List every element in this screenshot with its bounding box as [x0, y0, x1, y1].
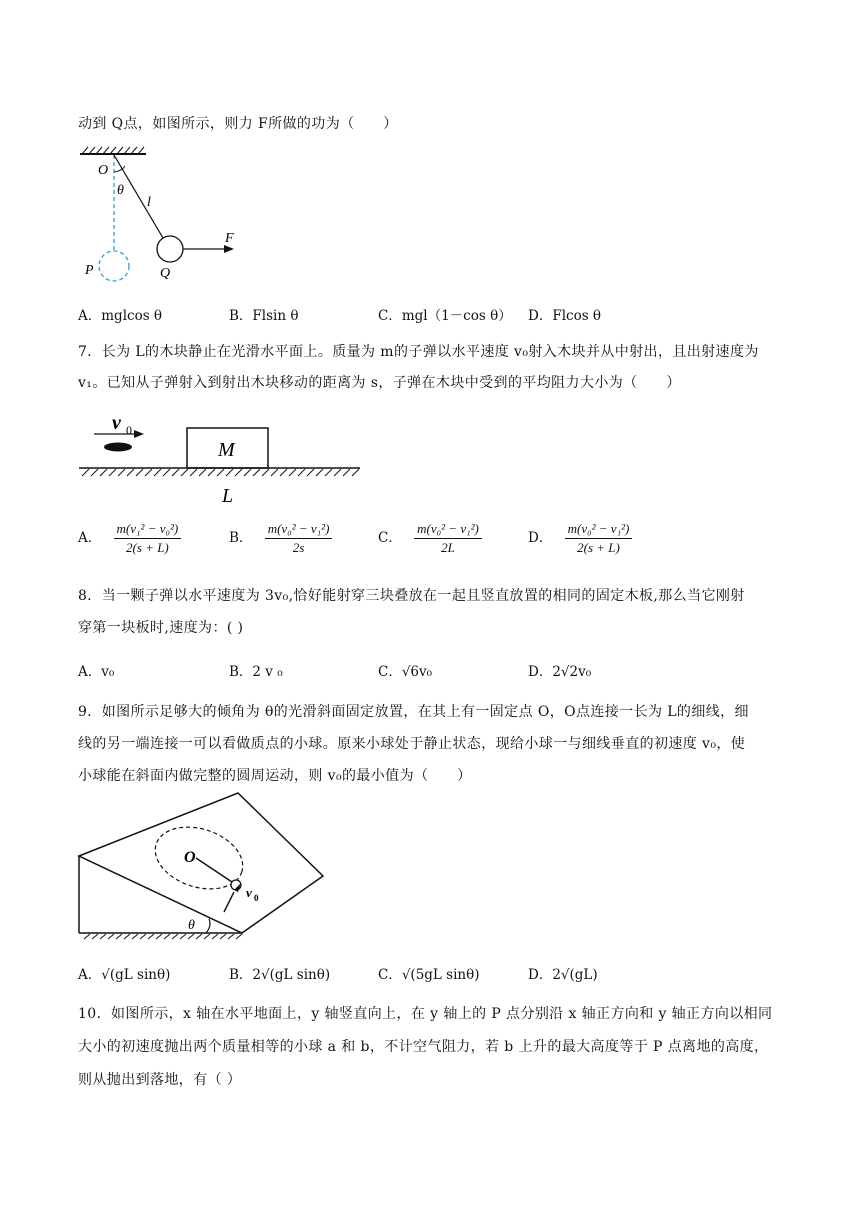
q8-stem-line1: 8．当一颗子弹以水平速度为 3v₀,恰好能射穿三块叠放在一起且竖直放置的相同的固定木板,那么当它刚射 [78, 588, 745, 604]
q9-option-b: B．2√(gL sinθ) [229, 967, 331, 983]
q7-option-b-label: B． [229, 530, 253, 546]
q9-label-v-sub: 0 [254, 893, 259, 903]
q7-label-M: M [218, 439, 235, 461]
q7-label-v: v [112, 412, 121, 434]
q7-block-figure [76, 405, 366, 508]
q7-label-L: L [222, 485, 234, 507]
q7-option-d-den: 2(s + L) [577, 540, 620, 555]
q6-pendulum-figure [76, 144, 246, 286]
q8-option-d: D．2√2v₀ [528, 664, 592, 680]
q9-stem-line1: 9．如图所示足够大的倾角为 θ的光滑斜面固定放置，在其上有一固定点 O，O点连接一长为 L的细线，细 [78, 704, 749, 720]
q7-option-b [229, 521, 332, 556]
q9-option-a: A．√(gL sinθ) [78, 967, 171, 983]
q10-stem-line3: 则从抛出到落地，有（ ） [78, 1072, 242, 1088]
q7-option-a-num: m(v₁² − v₀²) [114, 521, 182, 539]
q7-stem-line1: 7．长为 L的木块静止在光滑水平面上。质量为 m的子弹以水平速度 v₀射入木块并从中射出，且出射速度为 [78, 344, 759, 360]
q10-stem-line2: 大小的初速度抛出两个质量相等的小球 a 和 b，不计空气阻力，若 b 上升的最大高度等于 P 点离地的高度， [78, 1039, 769, 1055]
q6-label-theta: θ [117, 183, 124, 198]
q6-option-b: B．Flsin θ [229, 308, 299, 324]
q6-stem: 动到 Q点，如图所示，则力 F所做的功为（ ） [78, 116, 398, 132]
q6-option-d: D．Flcos θ [528, 308, 602, 324]
q7-label-v-sub: 0 [126, 423, 132, 437]
q9-option-d: D．2√(gL) [528, 967, 598, 983]
q6-label-Q: Q [160, 266, 171, 281]
q6-option-a: A．mglcos θ [78, 308, 163, 324]
q9-stem-line2: 线的另一端连接一可以看做质点的小球。原来小球处于静止状态，现给小球一与细线垂直的初速度 v₀，使 [78, 736, 746, 752]
q9-incline-figure [74, 788, 334, 942]
q7-option-a-den: 2(s + L) [126, 540, 169, 555]
q8-stem-line2: 穿第一块板时,速度为：( ) [78, 620, 244, 636]
q7-option-d-num: m(v₀² − v₁²) [565, 521, 633, 539]
q8-option-c: C．√6v₀ [378, 664, 433, 680]
q6-label-P: P [85, 263, 94, 278]
q9-label-v: v [246, 885, 252, 900]
bullet [104, 443, 132, 452]
q6-label-l: l [147, 195, 151, 210]
q6-label-O: O [98, 163, 109, 178]
q9-stem-line3: 小球能在斜面内做完整的圆周运动，则 v₀的最小值为（ ） [78, 768, 472, 784]
q9-option-c: C．√(5gL sinθ) [378, 967, 480, 983]
q7-option-b-num: m(v₀² − v₁²) [265, 521, 333, 539]
q7-option-c [378, 521, 482, 556]
q7-option-c-den: 2L [441, 540, 455, 555]
q7-option-d-label: D． [528, 530, 553, 546]
q9-label-theta: θ [188, 918, 195, 933]
q7-option-c-label: C． [378, 530, 402, 546]
q6-option-c: C．mgl（1－cos θ） [378, 308, 512, 324]
q7-option-a [78, 521, 181, 556]
q6-label-F: F [225, 231, 234, 246]
q7-option-a-label: A． [78, 530, 102, 546]
q7-stem-line2: v₁。已知从子弹射入到射出木块移动的距离为 s，子弹在木块中受到的平均阻力大小为（ ） [78, 375, 681, 391]
q8-option-b: B．2 v ₀ [229, 664, 283, 680]
q7-option-b-den: 2s [292, 540, 305, 555]
q7-option-c-num: m(v₀² − v₁²) [414, 521, 482, 539]
q7-option-d [528, 521, 632, 556]
q8-option-a: A．v₀ [78, 664, 115, 680]
q10-stem-line1: 10．如图所示，x 轴在水平地面上，y 轴竖直向上，在 y 轴上的 P 点分别沿 x 轴正方向和 y 轴正方向以相同 [78, 1006, 773, 1022]
q9-label-O: O [184, 849, 196, 866]
